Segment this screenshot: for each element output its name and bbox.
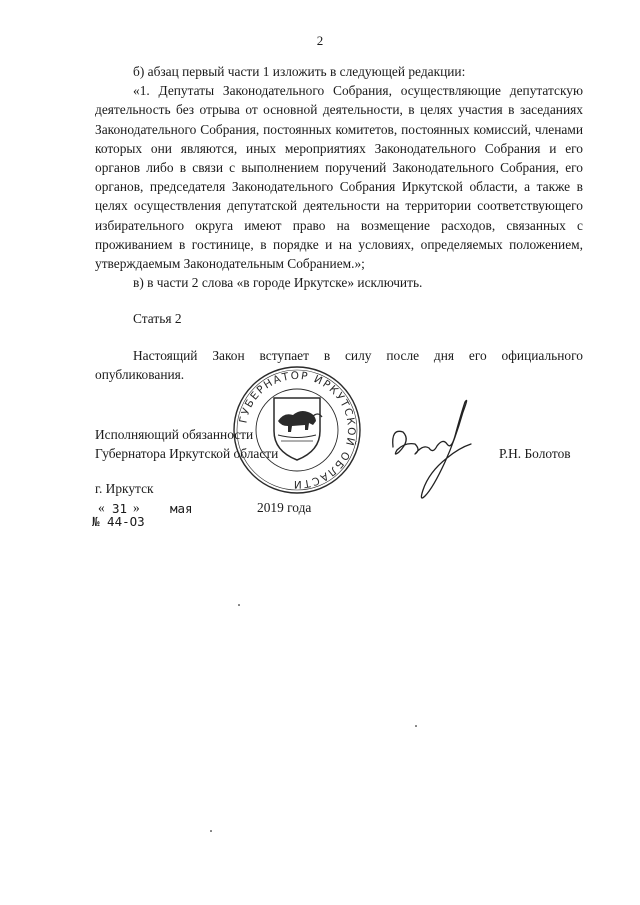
date-open-quote: « <box>98 500 105 515</box>
article-2-heading: Статья 2 <box>133 311 182 327</box>
date-year: 2019 года <box>257 500 312 515</box>
paragraph-quote: «1. Депутаты Законодательного Собрания, осуществляющие депутатскую деятельность без отрыва от основной деятельности, в целях участия в заседаниях Законодательного Собрания, постоянных комитетов, постоянных комиссий, членами которых они являются, иных мероприятиях Законодательного Собрания и его органов либо в связи с выполнением поручений Законодательного Собрания, его органов, председателя Законодательного Собрания Иркутской области, а также в целях осуществления депутатской деятельности на территории соответствующего избирательного округа имеют право на возмещение расходов, связанных с проживанием в гостинице, в порядке и на условиях, определяемых положением, утверждаемым Законодательным Собранием.»; <box>95 83 583 272</box>
document-body <box>95 62 583 384</box>
page-number: 2 <box>316 33 324 48</box>
seal-text: ГУБЕРНАТОР ИРКУТСКОЙ ОБЛАСТИ <box>237 369 358 491</box>
paragraph-b: б) абзац первый части 1 изложить в следующей редакции: <box>133 64 466 79</box>
position-line-2: Губернатора Иркутской области <box>95 446 279 461</box>
position-line-1: Исполняющий обязанности <box>95 427 254 442</box>
handwritten-signature-icon <box>385 392 475 504</box>
date-day: 31 <box>112 501 128 516</box>
date-month: мая <box>170 501 193 516</box>
paragraph-v: в) в части 2 слова «в городе Иркутске» исключить. <box>133 275 423 291</box>
date-close-quote: » <box>133 500 140 515</box>
signatory-position <box>95 425 278 463</box>
law-number: № 44-ОЗ <box>92 514 145 529</box>
signatory-name: Р.Н. Болотов <box>499 446 571 461</box>
article-2-text: Настоящий Закон вступает в силу после дня его официального опубликования. <box>95 347 583 382</box>
place-of-signing: г. Иркутск <box>95 481 154 496</box>
